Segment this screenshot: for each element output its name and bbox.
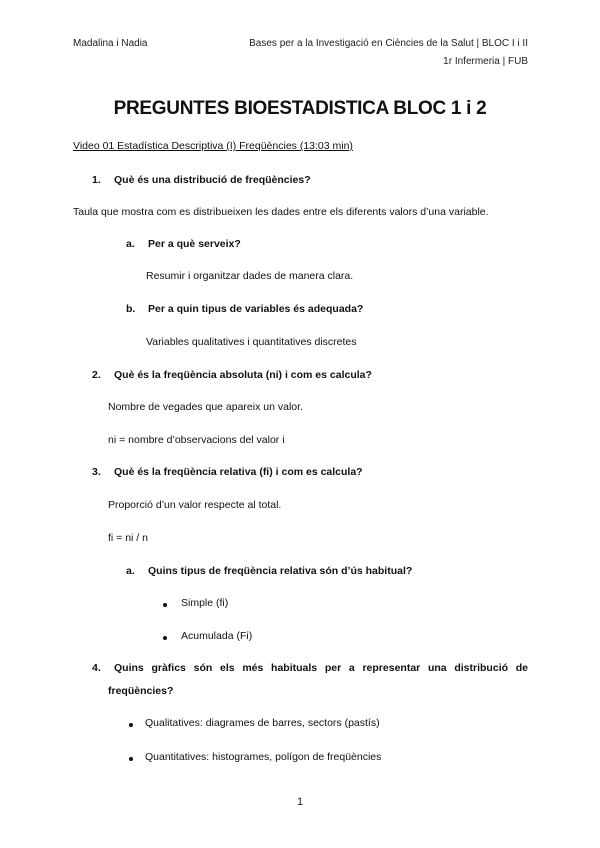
- question-text-line1: Quins gràfics són els més habituals per a representar una distribució de: [114, 662, 528, 674]
- subquestion-letter: a.: [126, 565, 135, 577]
- answer-3-line2: fi = ni / n: [108, 532, 148, 544]
- subquestion-text: Per a quin tipus de variables és adequada?: [148, 303, 364, 315]
- subquestion-letter: b.: [126, 303, 136, 315]
- answer-3-line1: Proporció d’un valor respecte al total.: [108, 499, 282, 511]
- subquestion-text: Quins tipus de freqüència relativa són d’ús habitual?: [148, 565, 413, 577]
- question-text: Què és una distribució de freqüències?: [114, 174, 311, 186]
- list-item: Qualitatives: diagrames de barres, sectors (pastís): [145, 717, 380, 729]
- question-1: [92, 174, 311, 186]
- subquestion-1a: [126, 238, 241, 250]
- list-item: Quantitatives: histogrames, polígon de freqüències: [145, 751, 382, 763]
- question-4: [92, 662, 528, 674]
- bullet-icon: [129, 723, 133, 727]
- header-course: Bases per a la Investigació en Ciències de la Salut | BLOC I i II: [249, 38, 528, 49]
- bullet-icon: [129, 757, 133, 761]
- answer-2-line2: ni = nombre d’observacions del valor i: [108, 434, 285, 446]
- answer-1a: Resumir i organitzar dades de manera clara.: [146, 270, 354, 282]
- document-title: PREGUNTES BIOESTADISTICA BLOC 1 i 2: [113, 98, 487, 119]
- bullet-icon: [163, 603, 167, 607]
- answer-1b: Variables qualitatives i quantitatives discretes: [146, 336, 357, 348]
- header-program: 1r Infermeria | FUB: [443, 56, 528, 67]
- answer-2-line1: Nombre de vegades que apareix un valor.: [108, 401, 303, 413]
- question-3: [92, 466, 363, 478]
- bullet-icon: [163, 636, 167, 640]
- list-item: Simple (fi): [181, 597, 229, 609]
- header-authors: Madalina i Nadia: [73, 38, 148, 49]
- list-item: Acumulada (Fi): [181, 630, 253, 642]
- answer-1: Taula que mostra com es distribueixen les dades entre els diferents valors d’una variable.: [73, 206, 489, 218]
- question-number: 2.: [92, 369, 101, 381]
- question-number: 3.: [92, 466, 101, 478]
- question-number: 1.: [92, 174, 101, 186]
- question-2: [92, 369, 372, 381]
- question-4-line2: freqüències?: [108, 685, 174, 697]
- question-number: 4.: [92, 662, 101, 674]
- section-subtitle: Video 01 Estadística Descriptiva (I) Freqüències (13:03 min): [73, 140, 353, 152]
- question-text: Què és la freqüència relativa (fi) i com es calcula?: [114, 466, 363, 478]
- page-number: 1: [296, 796, 304, 808]
- subquestion-3a: [126, 565, 412, 577]
- question-text: Què és la freqüència absoluta (ni) i com es calcula?: [114, 369, 372, 381]
- subquestion-text: Per a què serveix?: [148, 238, 241, 250]
- subquestion-letter: a.: [126, 238, 135, 250]
- subquestion-1b: [126, 303, 363, 315]
